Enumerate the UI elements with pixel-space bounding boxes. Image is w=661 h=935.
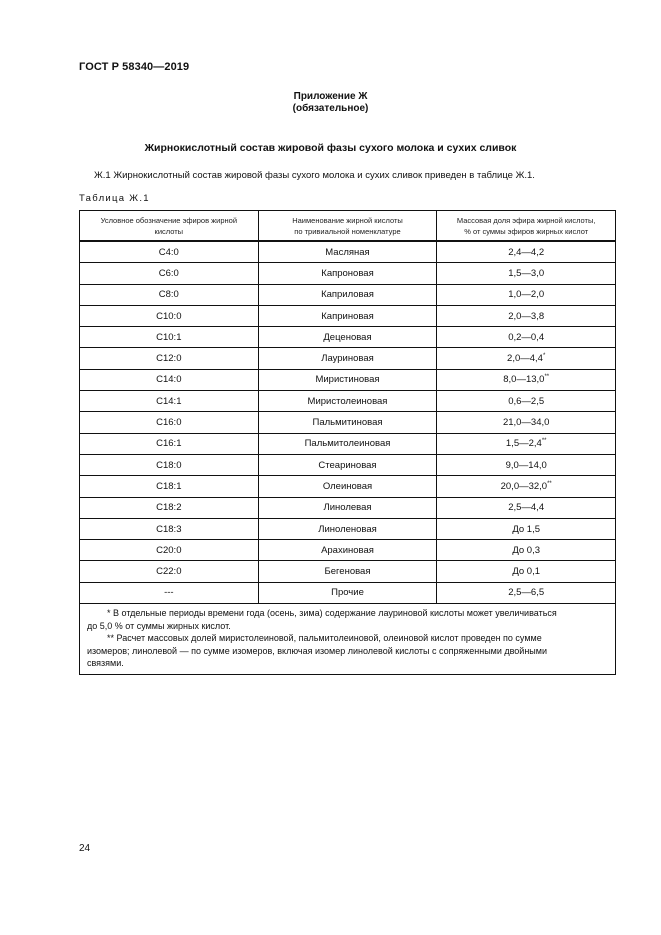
cell-acid-name: Линолевая — [258, 497, 437, 518]
table-row — [80, 582, 616, 603]
mass-fraction-value: До 0,3 — [512, 544, 541, 556]
cell-acid-code: C14:1 — [80, 391, 259, 412]
cell-acid-code: C20:0 — [80, 540, 259, 561]
cell-acid-code: C4:0 — [80, 241, 259, 263]
table-row — [80, 433, 616, 454]
table-row — [80, 497, 616, 518]
cell-acid-name: Бегеновая — [258, 561, 437, 582]
cell-acid-code: C10:0 — [80, 305, 259, 326]
mass-fraction-value: 20,0—32,0 — [500, 480, 548, 492]
cell-acid-code: C16:1 — [80, 433, 259, 454]
fatty-acid-table — [79, 210, 616, 675]
header-code-line2: кислоты — [154, 226, 184, 236]
annex-title: Приложение Ж — [293, 91, 368, 102]
intro-paragraph: Ж.1 Жирнокислотный состав жировой фазы сухого молока и сухих сливок приведен в таблице Ж.1. — [94, 170, 535, 181]
cell-acid-name: Пальмитолеиновая — [258, 433, 437, 454]
annex-heading — [0, 91, 661, 115]
header-name — [258, 211, 437, 242]
header-code — [80, 211, 259, 242]
mass-fraction-value: 2,0—4,4 — [507, 353, 543, 365]
cell-mass-fraction — [437, 454, 616, 475]
cell-mass-fraction — [437, 540, 616, 561]
table-row — [80, 263, 616, 284]
header-value-line2: % от суммы эфиров жирных кислот — [464, 226, 589, 236]
cell-mass-fraction — [437, 497, 616, 518]
mass-fraction-value: 0,2—0,4 — [508, 331, 545, 343]
cell-mass-fraction — [437, 561, 616, 582]
mass-fraction-value: До 0,1 — [512, 566, 541, 578]
cell-acid-name: Олеиновая — [258, 476, 437, 497]
table-row — [80, 518, 616, 539]
footnote-mark: ** — [547, 480, 552, 487]
mass-fraction-value: 1,0—2,0 — [508, 289, 545, 301]
table-row — [80, 369, 616, 390]
section-title: Жирнокислотный состав жировой фазы сухого молока и сухих сливок — [144, 142, 517, 154]
cell-acid-code: C18:2 — [80, 497, 259, 518]
cell-acid-name: Пальмитиновая — [258, 412, 437, 433]
cell-mass-fraction — [437, 348, 616, 369]
cell-mass-fraction — [437, 305, 616, 326]
cell-acid-name: Масляная — [258, 241, 437, 263]
mass-fraction-value: 8,0—13,0 — [503, 374, 545, 386]
notes-row — [80, 604, 616, 675]
header-value — [437, 211, 616, 242]
cell-acid-name: Капроновая — [258, 263, 437, 284]
cell-acid-name: Миристиновая — [258, 369, 437, 390]
table-caption: Таблица Ж.1 — [79, 193, 150, 204]
header-code-line1: Условное обозначение эфиров жирной — [100, 215, 238, 225]
cell-acid-code: C10:1 — [80, 327, 259, 348]
mass-fraction-value: 2,5—4,4 — [508, 502, 545, 514]
table-row — [80, 561, 616, 582]
mass-fraction-value: 1,5—2,4 — [505, 438, 542, 450]
cell-acid-code: C18:1 — [80, 476, 259, 497]
annex-status: (обязательное) — [292, 103, 369, 114]
cell-acid-code: C16:0 — [80, 412, 259, 433]
footnote-mark: ** — [541, 438, 547, 445]
cell-mass-fraction — [437, 241, 616, 263]
mass-fraction-value: 1,5—3,0 — [508, 267, 545, 279]
table-body — [80, 241, 616, 604]
cell-acid-name: Стеариновая — [258, 454, 437, 475]
cell-acid-name: Лауриновая — [258, 348, 437, 369]
cell-mass-fraction — [437, 476, 616, 497]
header-name-line1: Наименование жирной кислоты — [292, 215, 403, 225]
cell-acid-name: Прочие — [258, 582, 437, 603]
table-row — [80, 454, 616, 475]
footnote-mark: * — [542, 353, 546, 360]
mass-fraction-value: 2,5—6,5 — [508, 587, 545, 599]
mass-fraction-value: До 1,5 — [512, 523, 541, 535]
table-row — [80, 476, 616, 497]
mass-fraction-value: 0,6—2,5 — [508, 395, 545, 407]
mass-fraction-value: 2,0—3,8 — [508, 310, 545, 322]
cell-mass-fraction — [437, 369, 616, 390]
header-name-line2: по тривиальной номенклатуре — [294, 226, 401, 236]
table-row — [80, 327, 616, 348]
cell-acid-name: Деценовая — [258, 327, 437, 348]
cell-mass-fraction — [437, 582, 616, 603]
cell-mass-fraction — [437, 284, 616, 305]
cell-acid-name: Каприновая — [258, 305, 437, 326]
mass-fraction-value: 2,4—4,2 — [508, 246, 545, 258]
cell-acid-code: C18:0 — [80, 454, 259, 475]
cell-acid-name: Миристолеиновая — [258, 391, 437, 412]
cell-acid-code: --- — [80, 582, 259, 603]
cell-mass-fraction — [437, 433, 616, 454]
table-row — [80, 391, 616, 412]
table-row — [80, 348, 616, 369]
cell-mass-fraction — [437, 327, 616, 348]
table-row — [80, 305, 616, 326]
table-row — [80, 284, 616, 305]
note-2-line-1: ** Расчет массовых долей миристолеиновой, пальмитолеиновой, олеиновой кислот проведен по сумме — [107, 633, 542, 644]
note-1-line-1: * В отдельные периоды времени года (осень, зима) содержание лауриновой кислоты может увеличиваться — [107, 608, 557, 619]
header-value-line1: Массовая доля эфира жирной кислоты, — [456, 215, 596, 225]
cell-acid-name: Линоленовая — [258, 518, 437, 539]
cell-acid-code: C22:0 — [80, 561, 259, 582]
page-number: 24 — [79, 843, 91, 854]
cell-mass-fraction — [437, 518, 616, 539]
note-2-line-2: изомеров; линолевой — по сумме изомеров, включая изомер линолевой кислоты с сопряженными двойными — [87, 645, 547, 656]
table-row — [80, 412, 616, 433]
mass-fraction-value: 9,0—14,0 — [505, 459, 547, 471]
cell-acid-name: Арахиновая — [258, 540, 437, 561]
cell-acid-code: C14:0 — [80, 369, 259, 390]
cell-mass-fraction — [437, 391, 616, 412]
note-2-line-3: связями. — [87, 658, 124, 669]
document-code: ГОСТ Р 58340—2019 — [79, 61, 190, 73]
mass-fraction-value: 21,0—34,0 — [502, 417, 550, 429]
cell-acid-code: C18:3 — [80, 518, 259, 539]
footnote-mark: ** — [544, 374, 550, 381]
table-row — [80, 540, 616, 561]
cell-acid-code: C6:0 — [80, 263, 259, 284]
table-header-row — [80, 211, 616, 242]
cell-mass-fraction — [437, 263, 616, 284]
cell-acid-code: C8:0 — [80, 284, 259, 305]
table-notes — [80, 604, 616, 675]
note-1-line-2: до 5,0 % от суммы жирных кислот. — [87, 620, 231, 631]
cell-mass-fraction — [437, 412, 616, 433]
cell-acid-code: C12:0 — [80, 348, 259, 369]
table-row — [80, 241, 616, 263]
cell-acid-name: Каприловая — [258, 284, 437, 305]
